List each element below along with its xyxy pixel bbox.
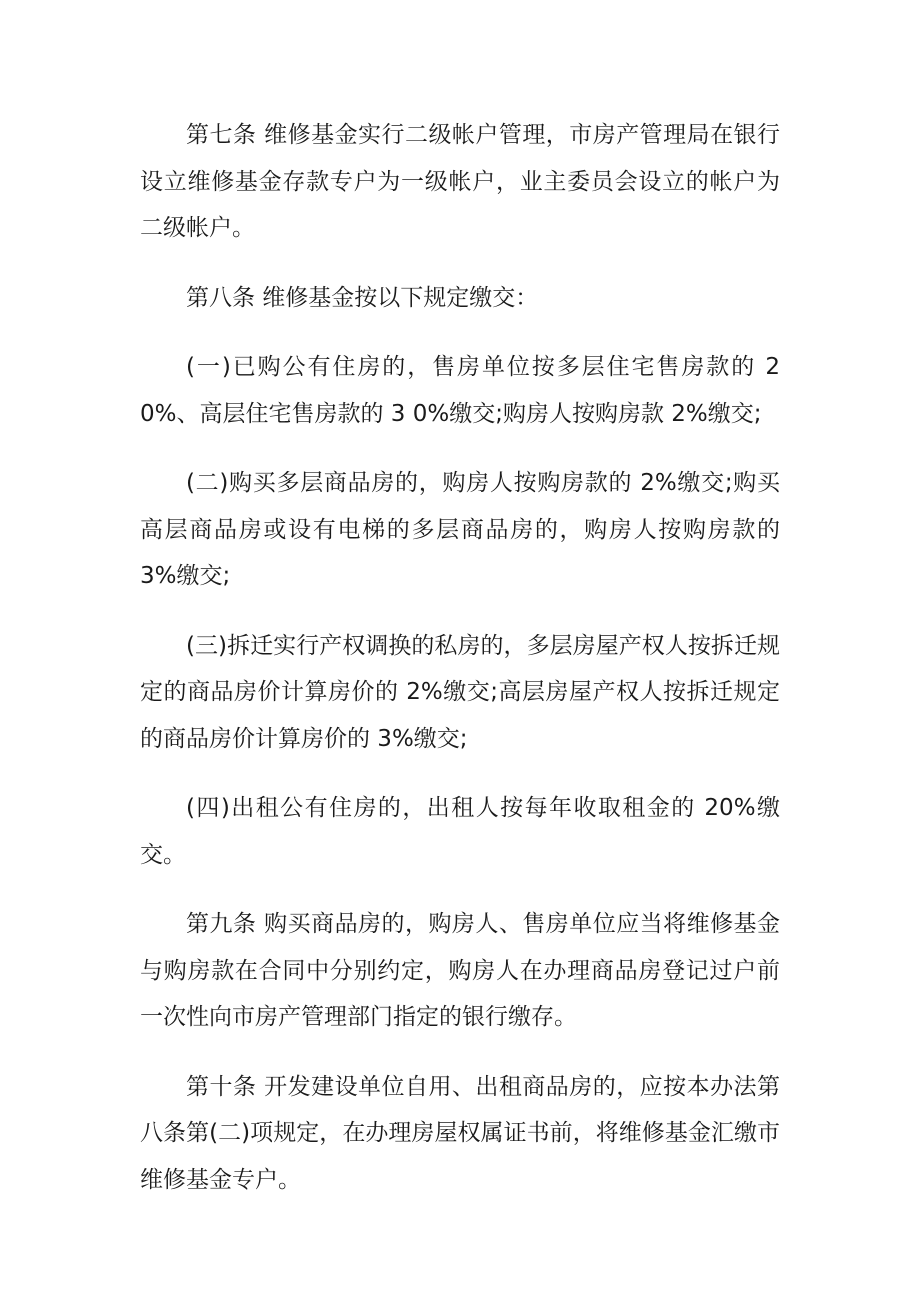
article-8-item-1: (一)已购公有住房的，售房单位按多层住宅售房款的 20%、高层住宅售房款的 3 0%缴交;购房人按购房款 2%缴交;	[140, 354, 780, 427]
document-body	[140, 112, 780, 1226]
article-8-item-4: (四)出租公有住房的，出租人按每年收取租金的 20%缴交。	[140, 795, 780, 868]
article-10-paragraph: 第十条 开发建设单位自用、出租商品房的，应按本办法第八条第(二)项规定，在办理房屋权属证书前，将维修基金汇缴市维修基金专户。	[140, 1073, 780, 1193]
article-8-paragraph: 第八条 维修基金按以下规定缴交：	[186, 284, 539, 311]
article-8-item-2: (二)购买多层商品房的，购房人按购房款的 2%缴交;购买高层商品房或设有电梯的多层商品房的，购房人按购房款的 3%缴交;	[140, 470, 780, 589]
article-8-item-3: (三)拆迁实行产权调换的私房的，多层房屋产权人按拆迁规定的商品房价计算房价的 2%缴交;高层房屋产权人按拆迁规定的商品房价计算房价的 3%缴交;	[140, 632, 780, 752]
article-9-paragraph: 第九条 购买商品房的，购房人、售房单位应当将维修基金与购房款在合同中分别约定，购房人在办理商品房登记过户前一次性向市房产管理部门指定的银行缴存。	[140, 911, 780, 1030]
article-7-paragraph: 第七条 维修基金实行二级帐户管理，市房产管理局在银行设立维修基金存款专户为一级帐户，业主委员会设立的帐户为二级帐户。	[140, 122, 780, 241]
